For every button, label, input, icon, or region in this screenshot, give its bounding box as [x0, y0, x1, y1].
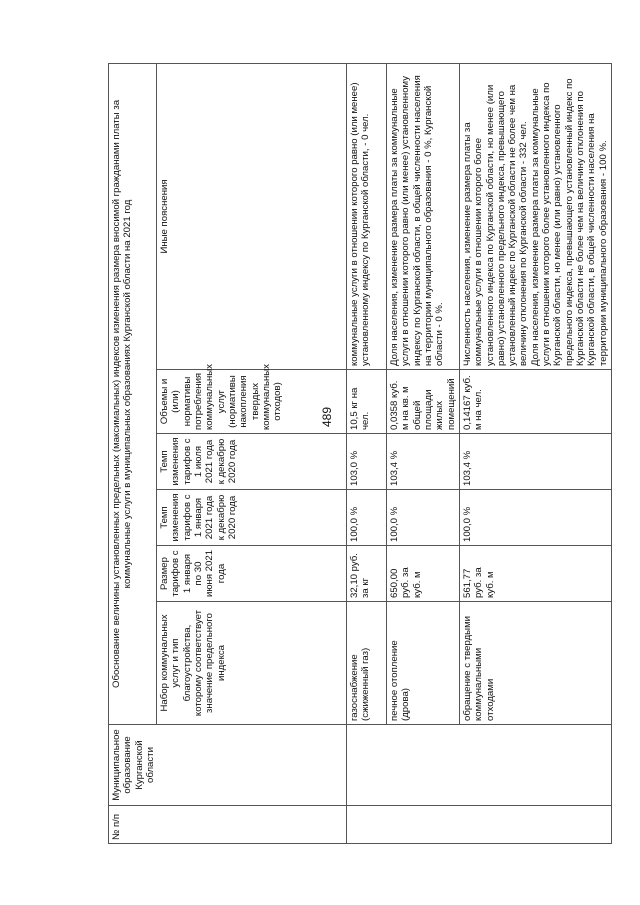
cell-num — [347, 806, 612, 844]
page-number: 489 — [320, 406, 334, 428]
header-notes: Иные пояснения — [157, 63, 347, 369]
cell-rate-july: 103,0 % — [347, 434, 387, 490]
cell-notes: Доля населения, изменение размера платы за коммунальные услуги в отношении которого равно (или менее) установленному индексу по Курганской области, в общей численности населения на территории муниципального образования - 0 %, Курганской области - 0 %. — [387, 63, 460, 369]
cell-rate-july: 103,4 % — [387, 434, 460, 490]
header-rate-january: Темп изменения тарифов с 1 января 2021 года к декабрю 2020 года — [157, 490, 347, 546]
tariff-index-table — [108, 63, 612, 844]
cell-notes: Численность населения, изменение размера платы за коммунальные услуги в отношении которого более установленного индекса по Курганской области, но менее (или равно) установленного предельного индекса, превышающего установленный индекс по Курганской области не более чем на величину отклонения по Курганской области - 332 чел. Доля населения, изменение размера платы за коммунальные услуги в отношении которого более установленного индекса по Курганской области, но менее (или равно) установленного предельного индекса, превышающего установленный индекс по Курганской области не более чем на величину отклонения по Курганской области, в общей численности населения на территории муниципального образования - 100 %. — [459, 63, 611, 369]
header-num: № п/п — [109, 806, 347, 844]
cell-rate-july: 103,4 % — [459, 434, 611, 490]
cell-rate-january: 100,0 % — [459, 490, 611, 546]
cell-notes: коммунальные услуги в отношении которого равно (или менее) установленному индексу по Курганской области, - 0 чел. — [347, 63, 387, 369]
cell-service: обращение с твердыми коммунальными отходами — [459, 602, 611, 725]
rotated-table-wrapper — [108, 64, 609, 844]
header-main: Обоснование величины установленных предельных (максимальных) индексов изменения размера вносимой гражданами платы за коммунальные услуги в муниципальных образованиях Курганской области на 2021 год — [109, 63, 157, 724]
cell-rate-january: 100,0 % — [347, 490, 387, 546]
cell-service: газоснабжение (сжиженный газ) — [347, 602, 387, 725]
cell-municipality — [347, 725, 612, 806]
cell-volume: 0,14167 куб. м на чел. — [459, 370, 611, 434]
cell-tariff: 561,77 руб. за куб. м — [459, 546, 611, 602]
cell-volume: 10,5 кг на чел. — [347, 370, 387, 434]
cell-tariff: 650,00 руб. за куб. м — [387, 546, 460, 602]
header-services: Набор коммунальных услуг и тип благоустройства, которому соответствует значение предельного индекса — [157, 602, 347, 725]
table-container — [108, 64, 609, 844]
cell-service: печное отопление (дрова) — [387, 602, 460, 725]
cell-rate-january: 100,0 % — [387, 490, 460, 546]
header-tariff: Размер тарифов с 1 января по 30 июня 2021 года — [157, 546, 347, 602]
cell-volume: 0,0358 куб. м на кв. м общей площади жилых помещений — [387, 370, 460, 434]
header-volume: Объемы и (или) нормативы потребления коммунальных услуг (нормативы накопления твердых коммунальных отходов) — [157, 370, 347, 434]
header-municipality: Муниципальное образование Курганской области — [109, 725, 347, 806]
header-rate-july: Темп изменения тарифов с 1 июля 2021 года к декабрю 2020 года — [157, 434, 347, 490]
cell-tariff: 32,10 руб. за кг — [347, 546, 387, 602]
table-row — [347, 63, 387, 843]
